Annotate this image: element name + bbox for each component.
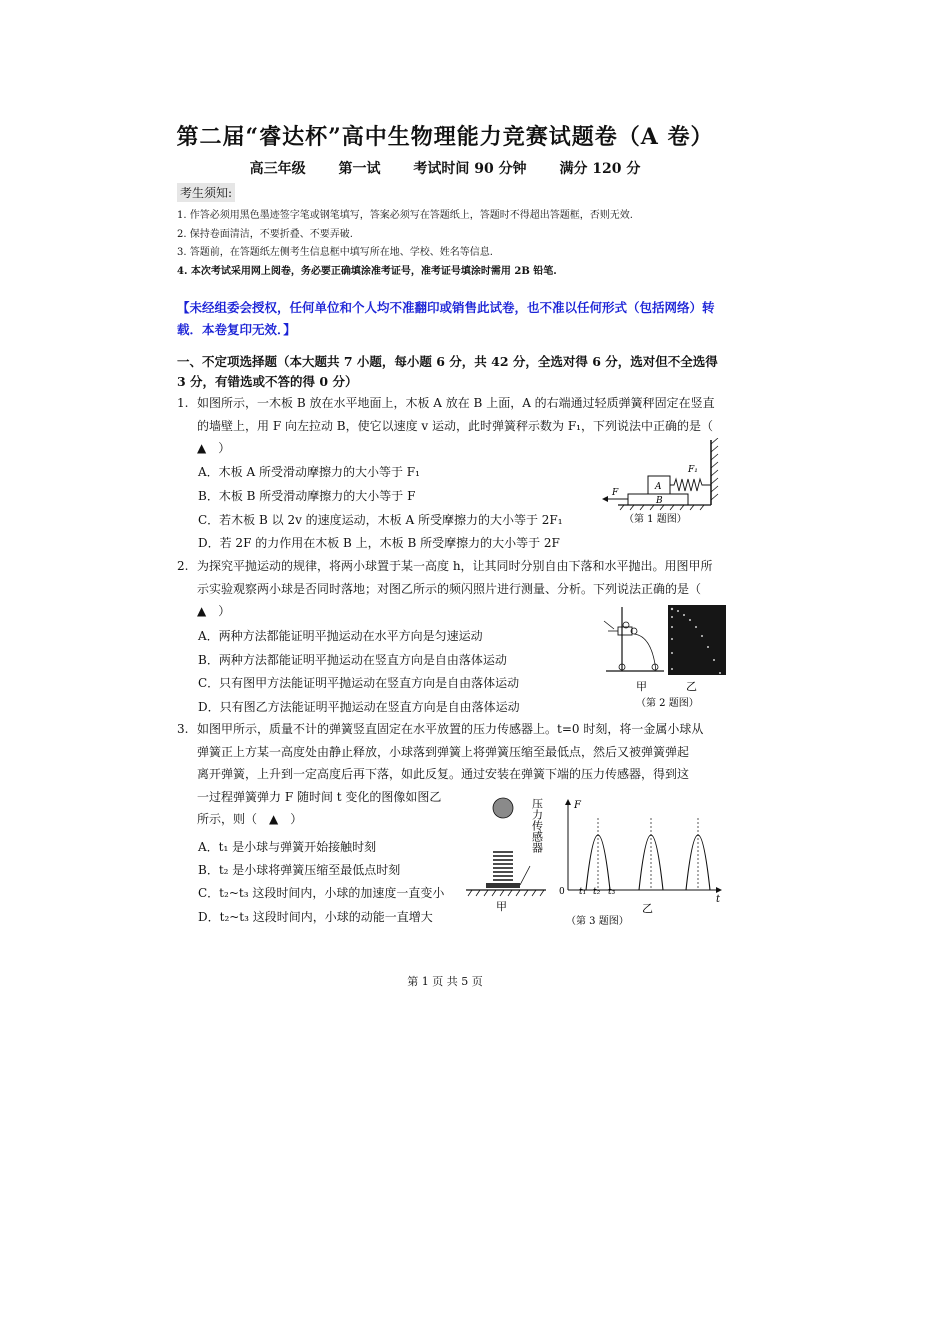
option-b: B．木板 B 所受滑动摩擦力的大小等于 F [198, 489, 416, 503]
figure-2-caption: （第 2 题图） [636, 698, 699, 709]
option-c: C．t₂~t₃ 这段时间内，小球的加速度一直变小 [198, 886, 445, 900]
label-f: F [612, 488, 619, 498]
section-heading: 一、不定项选择题（本大题共 7 小题，每小题 6 分，共 42 分，全选对得 6 分，选对但不全选得 3 分，有错选或不答的得 0 分） [177, 354, 718, 389]
question-text-line: 离开弹簧，上升到一定高度后再下落，如此反复。通过安装在弹簧下端的压力传感器，得到这 [197, 767, 690, 781]
notice-item: 1. 作答必须用黑色墨迹签字笔或钢笔填写，答案必须写在答题纸上，答题时不得超出答题框，否则无效. [177, 210, 633, 221]
option-b: B．t₂ 是小球将弹簧压缩至最低点时刻 [198, 863, 401, 877]
question-text-line: 如图甲所示，质量不计的弹簧竖直固定在水平放置的压力传感器上。t=0 时刻，将一金属小球从 [197, 722, 704, 736]
label-a: A [655, 482, 662, 492]
score-label: 满分 120 分 [559, 161, 641, 177]
axis-f-label: F [574, 800, 581, 811]
option-a: A．两种方法都能证明平抛运动在水平方向是匀速运动 [198, 629, 483, 643]
page-number: 第 1 页 共 5 页 [407, 975, 483, 988]
question-number: 2. [177, 559, 189, 573]
label-yi: 乙 [686, 680, 697, 693]
tick-t2: t₂ [593, 887, 601, 897]
notice-heading: 考生须知: [177, 183, 235, 202]
option-d: D．只有图乙方法能证明平抛运动在竖直方向是自由落体运动 [198, 700, 520, 714]
round-label: 第一试 [338, 161, 381, 177]
figure-3-caption: （第 3 题图） [566, 916, 629, 927]
copyright-warning: 【未经组委会授权，任何单位和个人均不准翻印或销售此试卷，也不准以任何形式（包括网络）转载．本卷复印无效．】 [177, 300, 715, 337]
option-d: D．若 2F 的力作用在木板 B 上，木板 B 所受摩擦力的大小等于 2F [198, 536, 560, 550]
label-yi: 乙 [642, 902, 653, 915]
question-text-line: 所示，则（ ▲ ） [197, 812, 303, 826]
exam-title: 第二届“睿达杯”高中生物理能力竞赛试题卷（A 卷） [176, 124, 714, 150]
figure-1-caption: （第 1 题图） [624, 514, 687, 525]
label-b: B [656, 496, 663, 506]
figure-2 [600, 603, 728, 709]
option-b: B．两种方法都能证明平抛运动在竖直方向是自由落体运动 [198, 653, 507, 667]
grade-label: 高三年级 [249, 161, 306, 177]
option-a: A．木板 A 所受滑动摩擦力的大小等于 F₁ [198, 465, 420, 479]
axis-t-label: t [716, 894, 721, 905]
label-sensor: 压力传感器 [530, 798, 544, 853]
label-jia: 甲 [496, 900, 507, 913]
question-text: 为探究平抛运动的规律，将两小球置于某一高度 h，让其同时分别自由下落和水平抛出。用图甲所示实验观察两小球是否同时落地；对图乙所示的频闪照片进行测量、分析。下列说法正确的是（ ▲ ） [197, 559, 714, 618]
figure-1 [598, 438, 724, 528]
question-text-line: 弹簧正上方某一高度处由静止释放，小球落到弹簧上将弹簧压缩至最低点，然后又被弹簧弹起 [197, 744, 690, 759]
option-c: C．若木板 B 以 2v 的速度运动，木板 A 所受摩擦力的大小等于 2F₁ [198, 513, 563, 527]
question-text: 如图所示，一木板 B 放在水平地面上，木板 A 放在 B 上面，A 的右端通过轻质弹簧秤固定在竖直的墙壁上，用 F 向左拉动 B，使它以速度 v 运动，此时弹簧秤示数为 F₁，下列说法中正确的是（ ▲ ） [197, 396, 725, 455]
notice-item: 4. 本次考试采用网上阅卷，务必要正确填涂准考证号，准考证号填涂时需用 2B 铅笔. [177, 266, 557, 277]
option-d: D．t₂~t₃ 这段时间内，小球的动能一直增大 [198, 910, 433, 924]
label-f1: F₁ [688, 465, 698, 475]
question-number: 1. [177, 396, 189, 410]
time-label: 考试时间 90 分钟 [413, 161, 527, 177]
option-a: A．t₁ 是小球与弹簧开始接触时刻 [198, 840, 377, 854]
notice-item: 3. 答题前，在答题纸左侧考生信息框中填写所在地、学校、姓名等信息. [177, 247, 493, 258]
question-text-line: 一过程弹簧弹力 F 随时间 t 变化的图像如图乙 [197, 789, 442, 804]
exam-subtitle [0, 158, 890, 178]
notice-item: 2. 保持卷面清洁，不要折叠、不要弄破. [177, 229, 353, 240]
tick-t1: t₁ [579, 887, 587, 897]
figure-3 [458, 790, 728, 930]
option-c: C．只有图甲方法能证明平抛运动在竖直方向是自由落体运动 [198, 676, 520, 690]
axis-origin: 0 [559, 887, 565, 897]
tick-t3: t₃ [608, 887, 616, 897]
question-number: 3. [177, 722, 189, 736]
label-jia: 甲 [636, 680, 647, 693]
